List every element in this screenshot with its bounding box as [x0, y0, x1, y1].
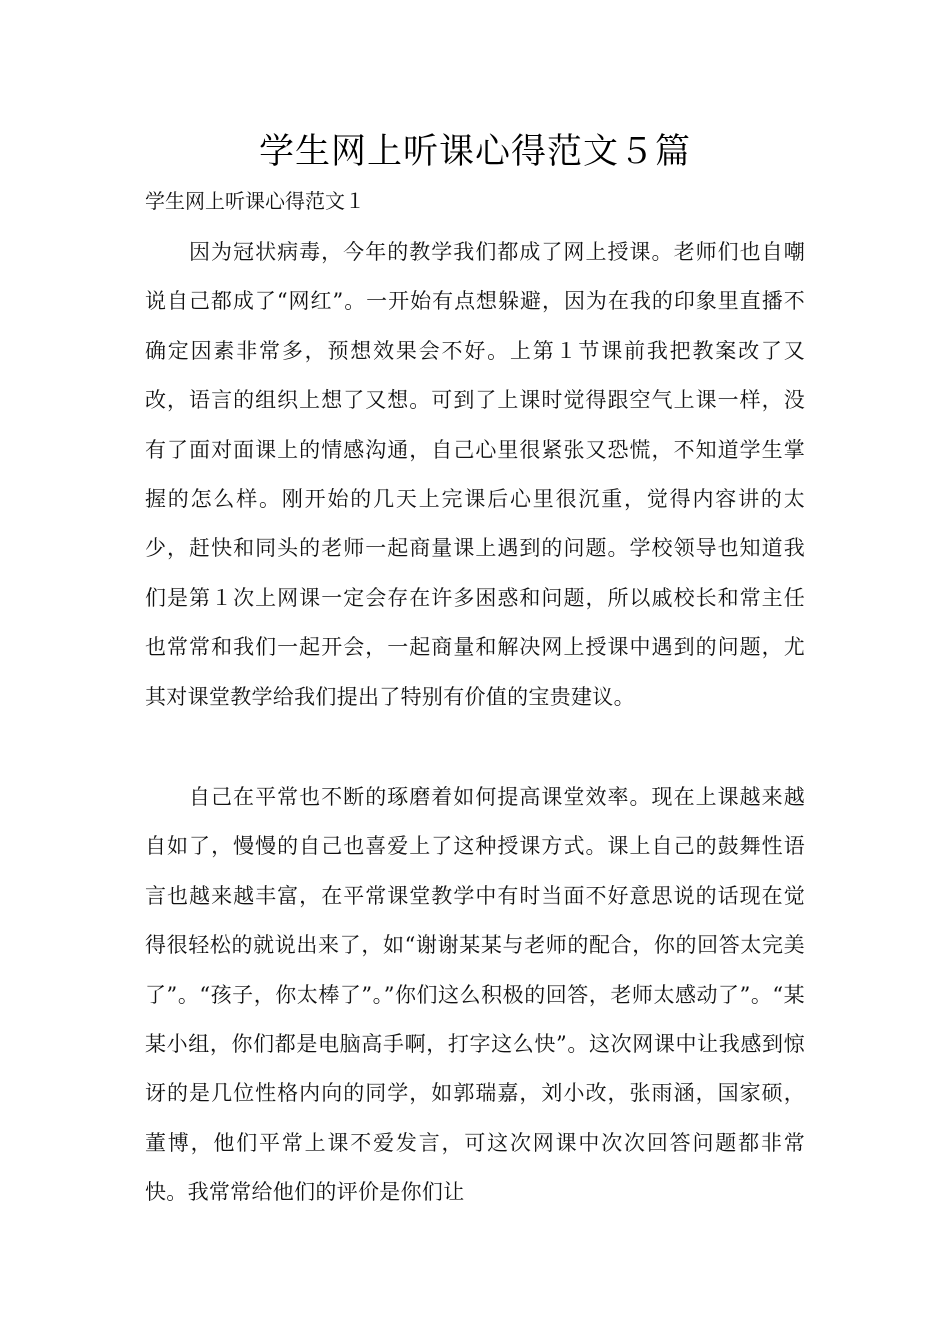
body-paragraph-1: 因为冠状病毒，今年的教学我们都成了网上授课。老师们也自嘲说自己都成了“网红”。一开始有点想躲避，因为在我的印象里直播不确定因素非常多，预想效果会不好。上第１节课前我把教案改了又改，语言的组织上想了又想。可到了上课时觉得跟空气上课一样，没有了面对面课上的情感沟通，自己心里很紧张又恐慌，不知道学生掌握的怎么样。刚开始的几天上完课后心里很沉重，觉得内容讲的太少，赶快和同头的老师一起商量课上遇到的问题。学校领导也知道我们是第１次上网课一定会存在许多困惑和问题，所以戚校长和常主任也常常和我们一起开会，一起商量和解决网上授课中遇到的问题，尤其对课堂教学给我们提出了特别有价值的宝贵建议。 — [145, 240, 805, 709]
document-title: 学生网上听课心得范文５篇 — [258, 132, 691, 172]
body-paragraph-2: 自己在平常也不断的琢磨着如何提高课堂效率。现在上课越来越自如了，慢慢的自己也喜爱上了这种授课方式。课上自己的鼓舞性语言也越来越丰富，在平常课堂教学中有时当面不好意思说的话现在觉得很轻松的就说出来了，如“谢谢某某与老师的配合，你的回答太完美了”。“孩子，你太棒了”。”你们这么积极的回答，老师太感动了”。“某某小组，你们都是电脑高手啊，打字这么快”。这次网课中让我感到惊讶的是几位性格内向的同学，如郭瑞嘉，刘小改，张雨涵，国家硕，董博，他们平常上课不爱发言，可这次网课中次次回答问题都非常快。我常常给他们的评价是你们让 — [145, 785, 805, 1205]
section-heading: 学生网上听课心得范文１ — [145, 189, 365, 213]
